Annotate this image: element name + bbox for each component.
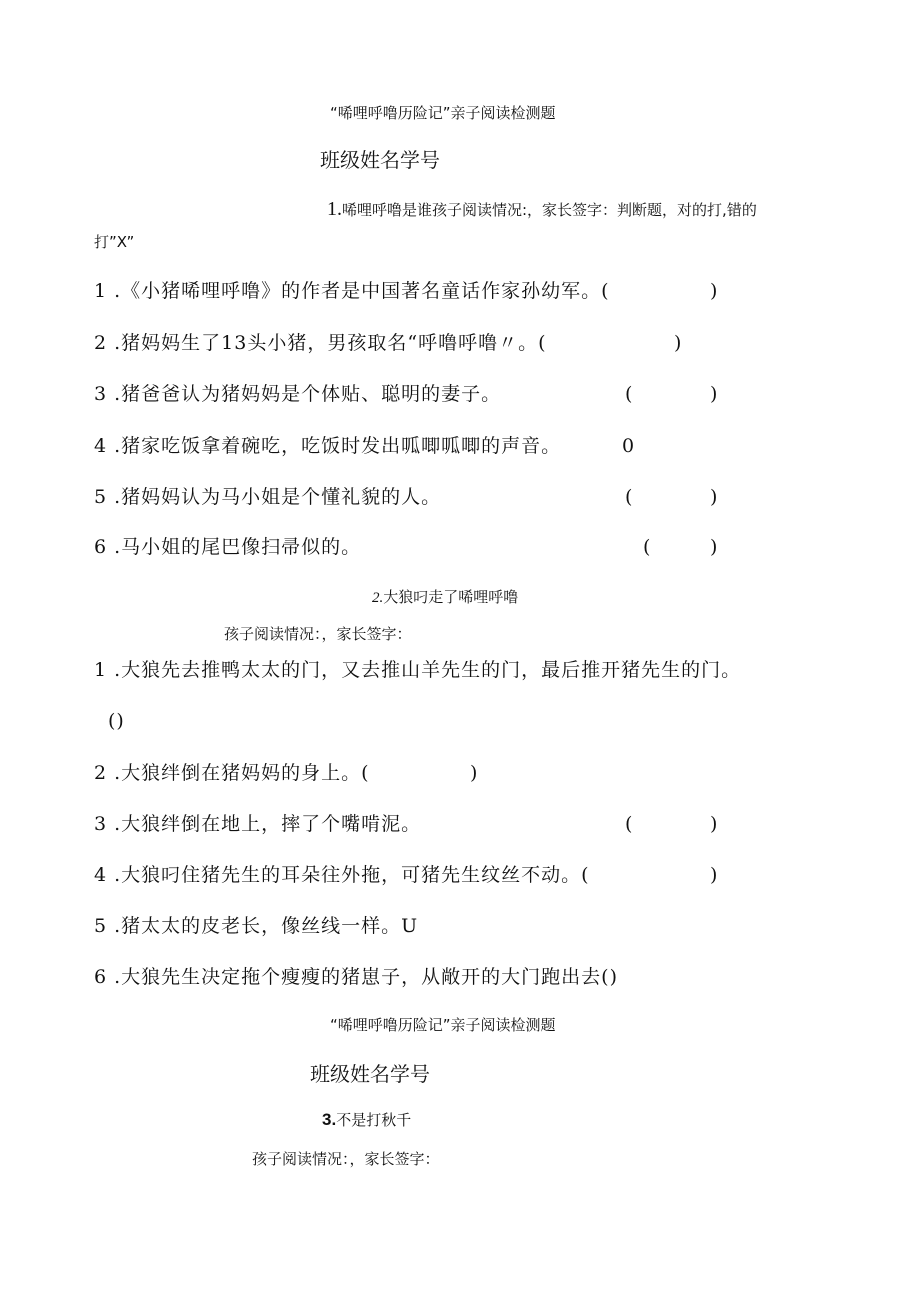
section-3-number: 3.	[322, 1110, 337, 1129]
section-2-number: 2.	[372, 590, 384, 606]
answer-paren-close: )	[674, 332, 682, 354]
answer-paren-close: )	[710, 864, 718, 886]
question-item: 2 .大狼绊倒在猪妈妈的身上。(	[94, 762, 370, 784]
question-item: 6 .大狼先生决定拖个瘦瘦的猪崽子，从敞开的大门跑出去()	[94, 966, 619, 988]
question-item: 6 .马小姐的尾巴像扫帚似的。	[94, 536, 362, 558]
section-3-heading	[322, 1110, 411, 1130]
question-item: 5 .猪妈妈认为马小姐是个懂礼貌的人。	[94, 486, 442, 508]
section-3-title: 不是打秋千	[336, 1111, 412, 1129]
answer-paren-close: )	[710, 813, 718, 835]
answer-paren-open: (	[625, 383, 633, 405]
question-item: 4 .猪家吃饭拿着碗吃，吃饭时发出呱唧呱唧的声音。	[94, 435, 562, 457]
section-3-sign-line: 孩子阅读情况：，家长签字：	[252, 1150, 440, 1168]
question-item: 5 .猪太太的皮老长，像丝线一样。U	[94, 915, 419, 937]
page-title: “唏哩呼噜历险记”亲子阅读检测题	[330, 1016, 556, 1034]
answer-paren-close: )	[710, 486, 718, 508]
question-item: 3 .猪爸爸认为猪妈妈是个体贴、聪明的妻子。	[94, 383, 502, 405]
answer-paren-close: )	[710, 383, 718, 405]
question-item: 4 .大狼叼住猪先生的耳朵往外拖，可猪先生纹丝不动。(	[94, 864, 590, 886]
section-1-number: 1.	[327, 198, 342, 220]
section-2-title: 大狼叼走了唏哩呼噜	[383, 588, 519, 606]
page-title: “唏哩呼噜历险记”亲子阅读检测题	[330, 104, 556, 122]
section-1-text: 唏哩呼噜是谁孩子阅读情况:，家长签字：判断题，对的打,错的	[342, 201, 757, 219]
section-2-heading	[372, 587, 518, 607]
section-1-heading	[327, 197, 757, 221]
answer-paren-open: (	[643, 536, 651, 558]
section-1-text-continued: 打”X”	[94, 233, 135, 251]
answer-paren-open: (	[625, 486, 633, 508]
section-2-sign-line: 孩子阅读情况：，家长签字：	[224, 625, 412, 643]
question-item-continued: ()	[108, 710, 125, 732]
answer-paren-close: )	[710, 280, 718, 302]
question-item: 2 .猪妈妈生了13头小猪，男孩取名“呼噜呼噜〃。(	[94, 332, 547, 354]
class-name-id-line: 班级姓名学号	[320, 148, 440, 172]
answer-paren-close: )	[710, 536, 718, 558]
question-item: 1 .《小猪唏哩呼噜》的作者是中国著名童话作家孙幼军。(	[94, 280, 610, 302]
question-item: 1 .大狼先去推鸭太太的门，又去推山羊先生的门，最后推开猪先生的门。	[94, 659, 742, 681]
answer-mark: 0	[622, 435, 635, 457]
answer-paren-open: (	[625, 813, 633, 835]
question-item: 3 .大狼绊倒在地上，摔了个嘴啃泥。	[94, 813, 422, 835]
class-name-id-line: 班级姓名学号	[310, 1062, 430, 1086]
answer-paren-close: )	[470, 762, 478, 784]
